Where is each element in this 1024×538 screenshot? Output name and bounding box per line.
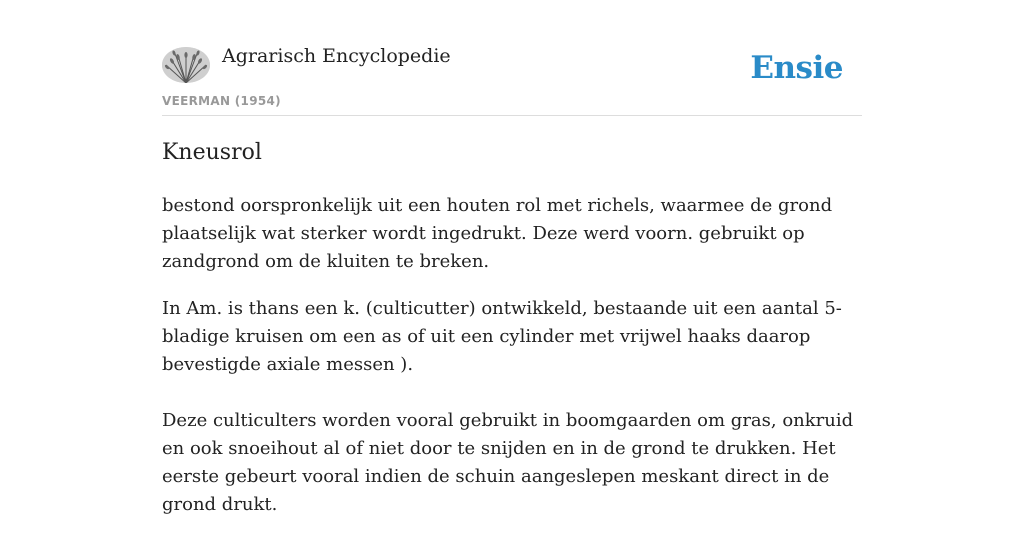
entry-card (162, 0, 862, 515)
page-title: Kneusrol (162, 140, 262, 165)
entry-header (162, 0, 862, 116)
paragraph: In Am. is thans een k. (culticutter) ontwikkeld, bestaande uit een aantal 5-bladige kruisen om een as of uit een cylinder met vrijwel haaks daarop bevestigde axiale messen ). (162, 298, 842, 375)
entry-body (162, 192, 862, 538)
book-title[interactable]: Agrarisch Encyclopedie (222, 45, 451, 67)
ensie-logo[interactable]: Ensie (750, 50, 843, 86)
book-source: VEERMAN (1954) (162, 94, 281, 108)
wheat-illustration-icon[interactable] (162, 47, 210, 83)
paragraph: bestond oorspronkelijk uit een houten rol met richels, waarmee de grond plaatselijk wat sterker wordt ingedrukt. Deze werd voorn. gebruikt op zandgrond om de kluiten te breken. (162, 195, 833, 272)
paragraph: Deze culticulters worden vooral gebruikt in boomgaarden om gras, onkruid en ook snoeihout al of niet door te snijden en in de grond te drukken. Het eerste gebeurt vooral indien de schuin aangeslepen meskant direct in de grond drukt. (162, 410, 854, 515)
